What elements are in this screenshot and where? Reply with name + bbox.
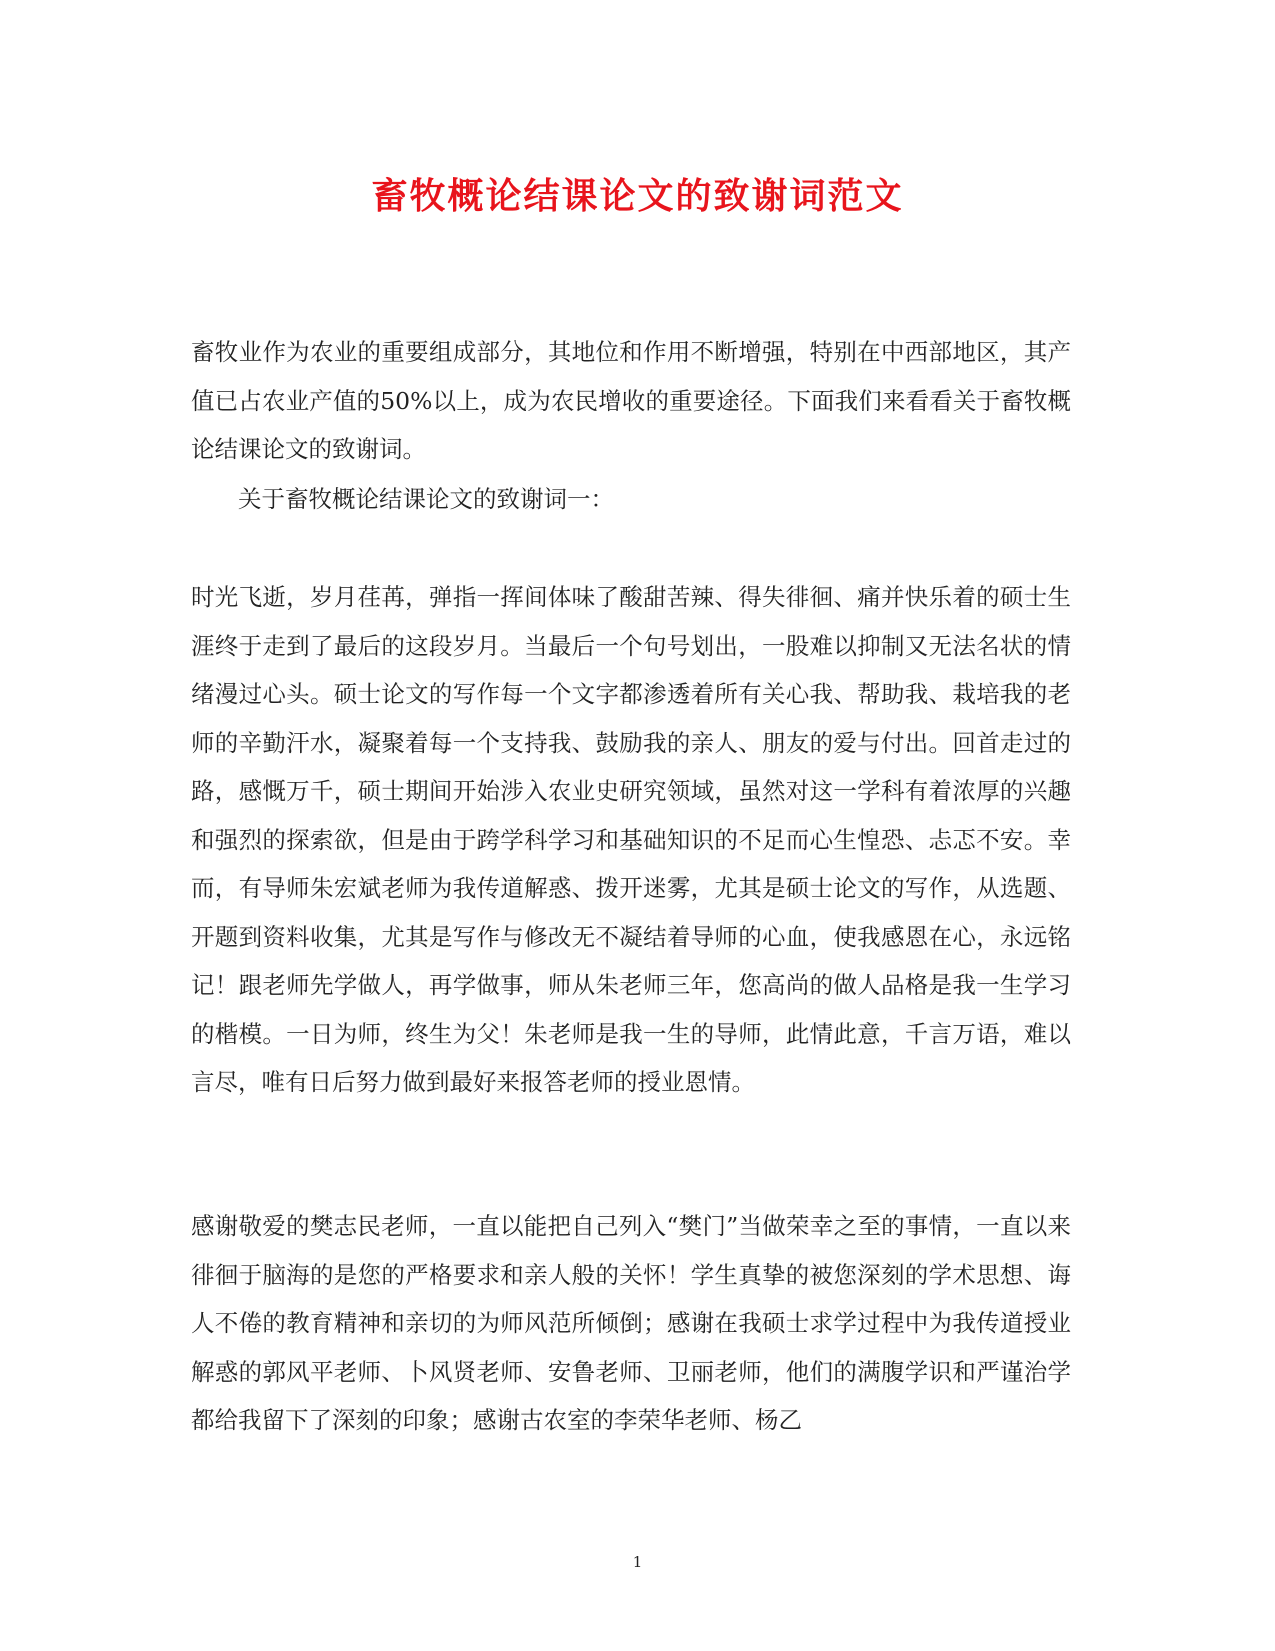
- document-title: 畜牧概论结课论文的致谢词范文: [371, 175, 904, 217]
- section-heading: 关于畜牧概论结课论文的致谢词一：: [238, 485, 614, 513]
- intro-paragraph: 畜牧业作为农业的重要组成部分，其地位和作用不断增强，特别在中西部地区，其产值已占农业产值的50%以上，成为农民增收的重要途径。下面我们来看看关于畜牧概论结课论文的致谢词。: [191, 338, 1071, 463]
- body-paragraph: 时光飞逝，岁月荏苒，弹指一挥间体味了酸甜苦辣、得失徘徊、痛并快乐着的硕士生涯终于走到了最后的这段岁月。当最后一个句号划出，一股难以抑制又无法名状的情绪漫过心头。硕士论文的写作每一个文字都渗透着所有关心我、帮助我、栽培我的老师的辛勤汗水，凝聚着每一个支持我、鼓励我的亲人、朋友的爱与付出。回首走过的路，感慨万千，硕士期间开始涉入农业史研究领域，虽然对这一学科有着浓厚的兴趣和强烈的探索欲，但是由于跨学科学习和基础知识的不足而心生惶恐、忐忑不安。幸而，有导师朱宏斌老师为我传道解惑、拨开迷雾，尤其是硕士论文的写作，从选题、开题到资料收集，尤其是写作与修改无不凝结着导师的心血，使我感恩在心，永远铭记！跟老师先学做人，再学做事，师从朱老师三年，您高尚的做人品格是我一生学习的楷模。一日为师，终生为父！朱老师是我一生的导师，此情此意，千言万语，难以言尽，唯有日后努力做到最好来报答老师的授业恩情。: [191, 583, 1071, 1096]
- body-paragraph: 感谢敬爱的樊志民老师，一直以能把自己列入“樊门”当做荣幸之至的事情，一直以来徘徊于脑海的是您的严格要求和亲人般的关怀！学生真挚的被您深刻的学术思想、诲人不倦的教育精神和亲切的为师风范所倾倒；感谢在我硕士求学过程中为我传道授业解惑的郭风平老师、卜风贤老师、安鲁老师、卫丽老师，他们的满腹学识和严谨治学都给我留下了深刻的印象；感谢古农室的李荣华老师、杨乙: [191, 1212, 1071, 1434]
- page-number: 1: [632, 1553, 643, 1571]
